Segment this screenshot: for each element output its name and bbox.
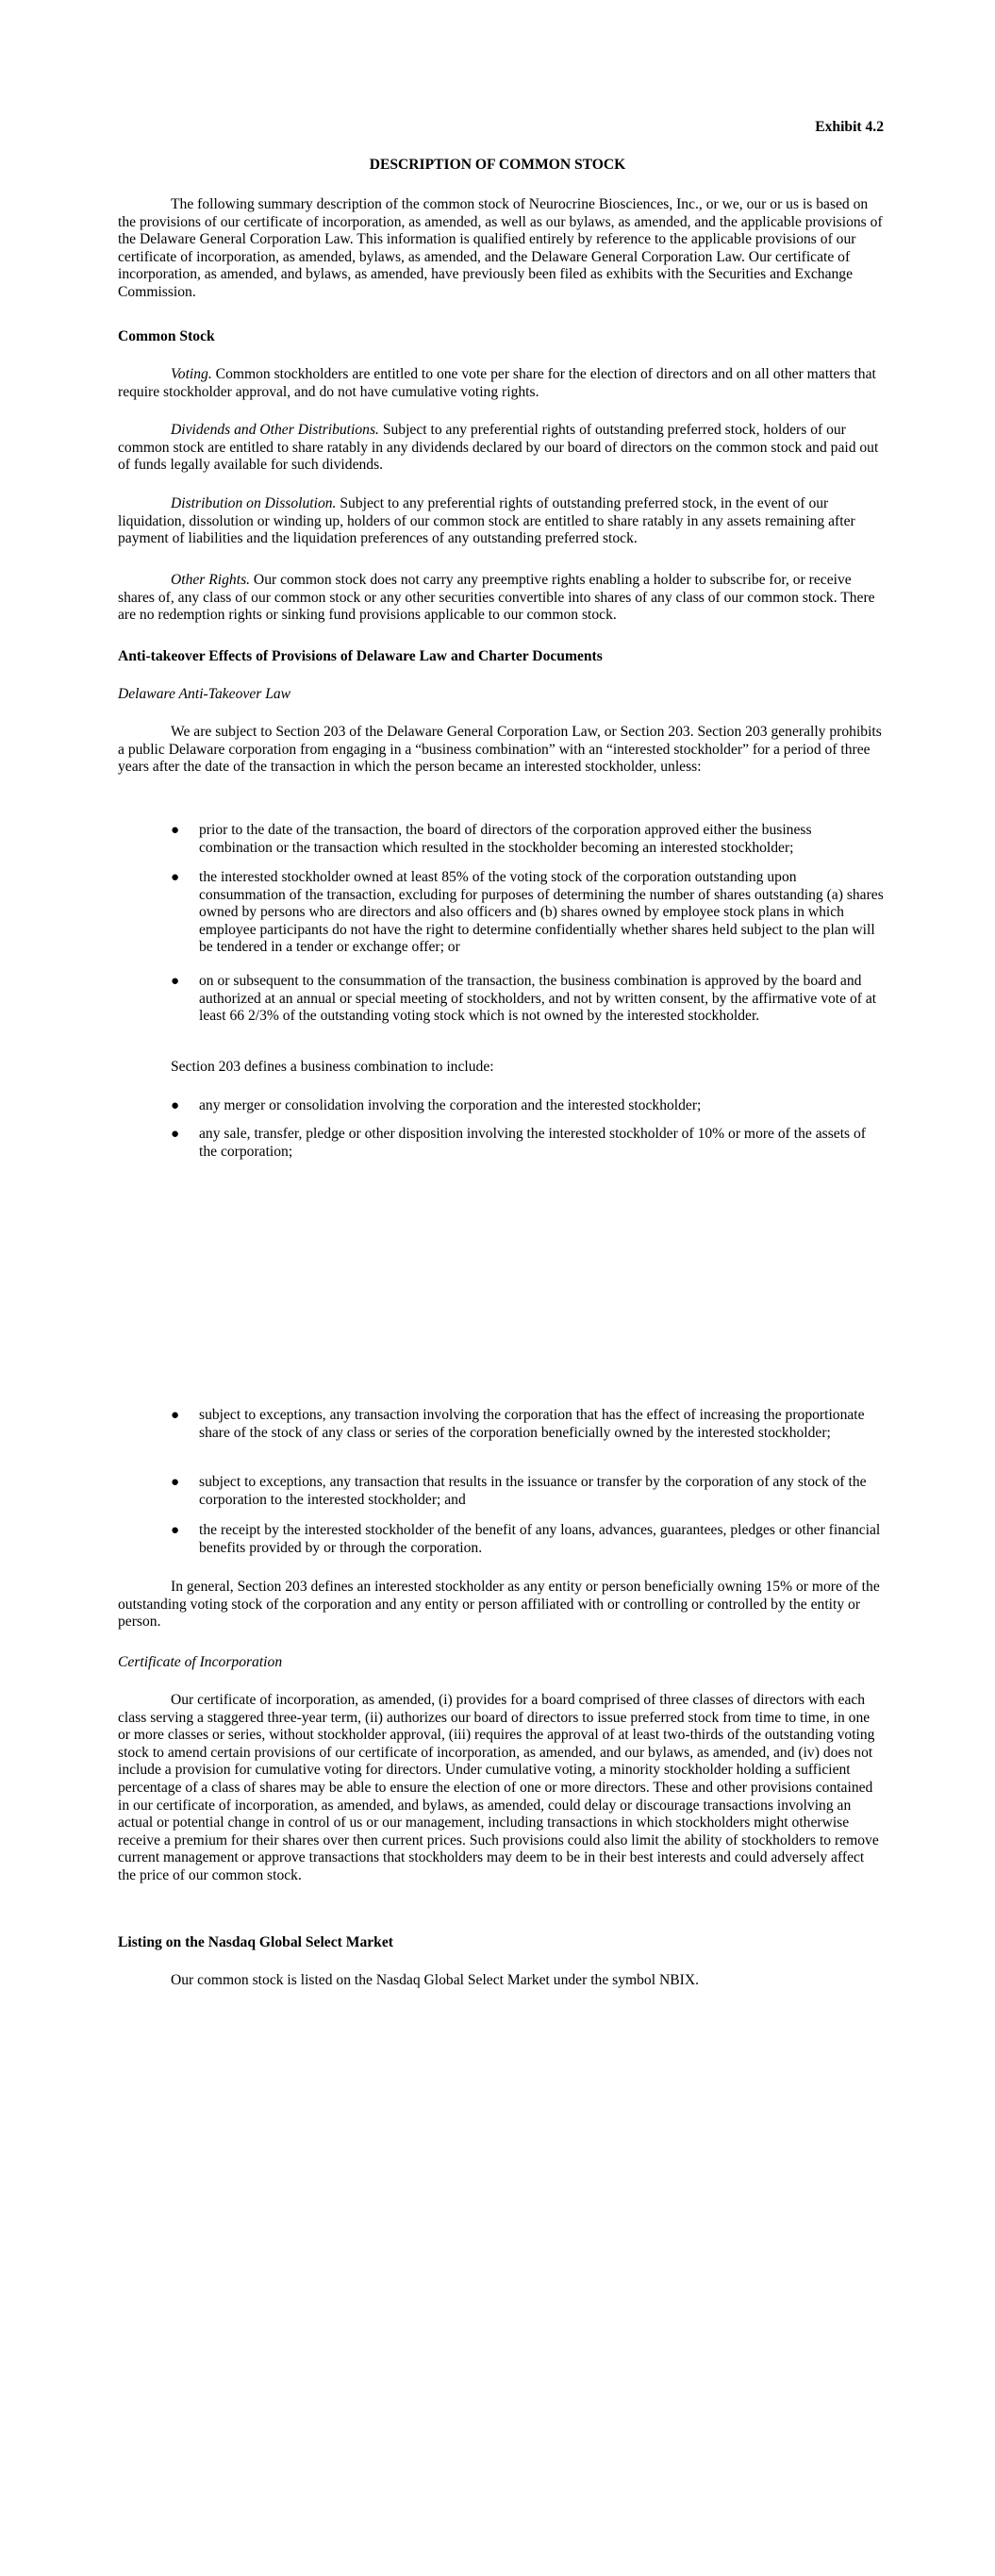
list-item: ● subject to exceptions, any transaction involving the corporation that has the effect of increasing the proportionate share of the stock of any class or series of the corporation beneficially owned by the interested stockholder; (171, 1407, 865, 1441)
dissolution-paragraph (118, 495, 884, 548)
common-stock-heading: Common Stock (118, 328, 215, 344)
unless-list-cont (171, 869, 884, 957)
other-rights-paragraph (118, 572, 884, 625)
bullet-icon: ● (171, 823, 180, 838)
list-item: ● subject to exceptions, any transaction that results in the issuance or transfer by the corporation of any stock of the corporation to the interested stockholder; and (171, 1474, 867, 1508)
combination-list-page2 (171, 1407, 884, 1442)
document-title: DESCRIPTION OF COMMON STOCK (369, 157, 626, 173)
exhibit-label: Exhibit 4.2 (815, 119, 884, 135)
intro-paragraph: The following summary description of the common stock of Neurocrine Biosciences, Inc., or we, our or us is based on the provisions of our certificate of incorporation, as amended, as well as our bylaws, as amended, and the applicable provisions of the Delaware General Corporation Law. This information is qualified entirely by reference to the applicable provisions of our certificate of incorporation, as amended, bylaws, as amended, and the Delaware General Corporation Law. Our certificate of incorporation, as amended, and bylaws, as amended, have previously been filed as exhibits with the Securities and Exchange Commission. (118, 196, 883, 300)
voting-lead: Voting. (171, 366, 212, 382)
dissolution-text: Subject to any preferential rights of outstanding preferred stock, in the event of our liquidation, dissolution or winding up, holders of our common stock are entitled to share ratably in any assets remaining after payment of liabilities and the liquidation preferences of any outstanding preferred stock. (118, 495, 855, 547)
certificate-paragraph: Our certificate of incorporation, as amended, (i) provides for a board comprised of three classes of directors with each class serving a staggered three-year term, (ii) authorizes our board of directors to issue preferred stock from time to time, in one or more classes or series, without stockholder approval, (iii) requires the approval of at least two-thirds of the outstanding voting stock to amend certain provisions of our certificate of incorporation, as amended, and our bylaws, as amended, and (iv) does not include a provision for cumulative voting for directors. Under cumulative voting, a minority stockholder holding a sufficient percentage of a class of shares may be able to ensure the election of one or more directors. These and other provisions contained in our certificate of incorporation, as amended, and bylaws, as amended, could delay or discourage transactions involving an actual or potential change in control of us or our management, including transactions in which stockholders might otherwise receive a premium for their shares over then current prices. Such provisions could also limit the ability of stockholders to remove current management or approve transactions that stockholders may deem to be in their best interests and could adversely affect the price of our common stock. (118, 1692, 879, 1883)
listing-heading: Listing on the Nasdaq Global Select Market (118, 1934, 393, 1950)
list-item: ● any sale, transfer, pledge or other disposition involving the interested stockholder of 10% or more of the assets of the corporation; (171, 1126, 866, 1160)
bullet-icon: ● (171, 1127, 180, 1142)
interested-definition-paragraph: In general, Section 203 defines an interested stockholder as any entity or person beneficially owning 15% or more of the outstanding voting stock of the corporation and any entity or person affiliated with or controlling or controlled by the entity or person. (118, 1579, 880, 1631)
anti-takeover-heading: Anti-takeover Effects of Provisions of Delaware Law and Charter Documents (118, 648, 603, 664)
delaware-intro-paragraph: We are subject to Section 203 of the Delaware General Corporation Law, or Section 203. Section 203 generally prohibits a public Delaware corporation from engaging in a “business combination” with an “interested stockholder” for a period of three years after the date of the transaction in which the person became an interested stockholder, unless: (118, 724, 882, 776)
bullet-icon: ● (171, 974, 180, 989)
dissolution-lead: Distribution on Dissolution. (171, 495, 337, 511)
combination-intro: Section 203 defines a business combination to include: (171, 1059, 494, 1075)
combination-list-page1 (171, 1097, 884, 1115)
combination-list-page1-cont (171, 1126, 884, 1161)
voting-text: Common stockholders are entitled to one vote per share for the election of directors and on all other matters that require stockholder approval, and do not have cumulative voting rights. (118, 366, 876, 400)
unless-list-cont2 (171, 973, 884, 1026)
list-item: ● any merger or consolidation involving the corporation and the interested stockholder; (171, 1097, 702, 1113)
bullet-icon: ● (171, 1098, 180, 1113)
certificate-subheading: Certificate of Incorporation (118, 1654, 283, 1670)
list-item: ● the interested stockholder owned at least 85% of the voting stock of the corporation outstanding upon consummation of the transaction, excluding for purposes of determining the number of shares outstanding (a) shares owned by persons who are directors and also officers and (b) shares owned by employee stock plans in which employee participants do not have the right to determine confidentially whether shares held subject to the plan will be tendered in a tender or exchange offer; or (171, 869, 884, 956)
bullet-icon: ● (171, 1408, 180, 1423)
dividends-lead: Dividends and Other Distributions. (171, 422, 379, 438)
combination-list-page2-cont2 (171, 1522, 884, 1557)
delaware-subheading: Delaware Anti-Takeover Law (118, 686, 291, 702)
listing-paragraph: Our common stock is listed on the Nasdaq Global Select Market under the symbol NBIX. (171, 1972, 699, 1988)
bullet-icon: ● (171, 870, 180, 885)
dividends-paragraph (118, 422, 884, 475)
combination-list-page2-cont (171, 1474, 884, 1509)
bullet-icon: ● (171, 1475, 180, 1490)
other-rights-text: Our common stock does not carry any preemptive rights enabling a holder to subscribe for, or receive shares of, any class of our common stock or any other securities convertible into shares of any class of our common stock. There are no redemption rights or sinking fund provisions applicable to our common stock. (118, 572, 875, 624)
voting-paragraph (118, 366, 884, 401)
list-item: ● the receipt by the interested stockholder of the benefit of any loans, advances, guarantees, pledges or other financial benefits provided by or through the corporation. (171, 1522, 881, 1556)
unless-list (171, 822, 884, 857)
list-item: ● on or subsequent to the consummation of the transaction, the business combination is approved by the board and authorized at an annual or special meeting of stockholders, and not by written consent, by the affirmative vote of at least 66 2/3% of the outstanding voting stock which is not owned by the interested stockholder. (171, 973, 877, 1025)
dividends-text: Subject to any preferential rights of outstanding preferred stock, holders of our common stock are entitled to share ratably in any dividends declared by our board of directors on the common stock and paid out of funds legally available for such dividends. (118, 422, 879, 474)
list-item: ● prior to the date of the transaction, the board of directors of the corporation approved either the business combination or the transaction which resulted in the stockholder becoming an interested stockholder; (171, 822, 812, 856)
other-rights-lead: Other Rights. (171, 572, 251, 588)
bullet-icon: ● (171, 1523, 180, 1538)
